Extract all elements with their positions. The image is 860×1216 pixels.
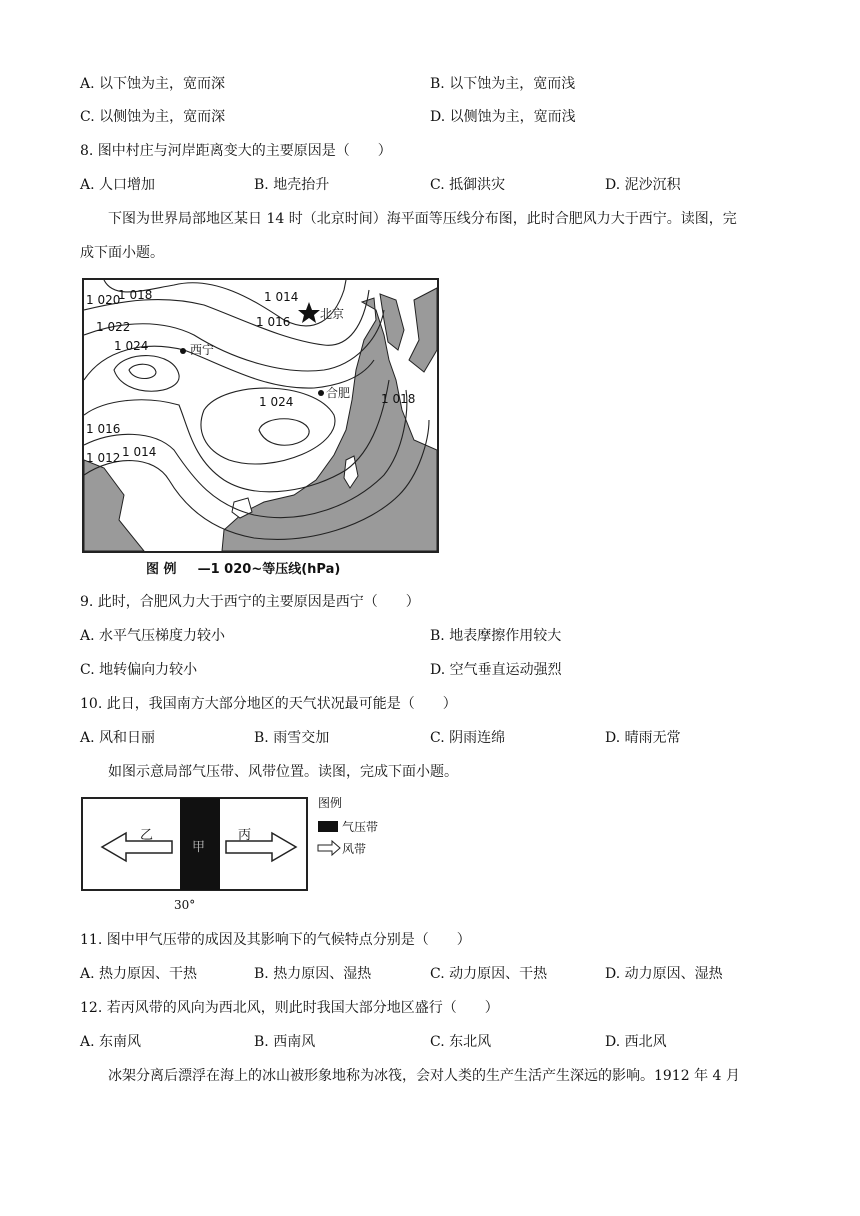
q12-option-c: C. 东北风 — [430, 1034, 492, 1050]
q12-option-b: B. 西南风 — [254, 1034, 316, 1050]
label-yi: 乙 — [140, 828, 154, 843]
label-1014b: 1 014 — [122, 445, 157, 459]
intro3-line1: 冰架分离后漂浮在海上的冰山被形象地称为冰筏，会对人类的生产生活产生深远的影响。1912 年 4 月 — [108, 1068, 740, 1084]
q9-option-c: C. 地转偏向力较小 — [80, 662, 198, 678]
intro1-line2: 成下面小题。 — [80, 245, 164, 261]
q11-option-b: B. 热力原因、湿热 — [254, 966, 372, 982]
q10-option-c: C. 阴雨连绵 — [430, 730, 506, 746]
q10-option-b: B. 雨雪交加 — [254, 730, 330, 746]
label-jia: 甲 — [192, 840, 206, 855]
label-bing: 丙 — [238, 828, 252, 843]
q8-option-a: A. 人口增加 — [80, 177, 156, 193]
q9-option-d: D. 空气垂直运动强烈 — [430, 662, 562, 678]
isobar-map — [82, 278, 439, 553]
southwest-land — [84, 460, 144, 551]
q12-option-d: D. 西北风 — [605, 1034, 667, 1050]
q12-option-a: A. 东南风 — [80, 1034, 142, 1050]
q11-stem: 11. 图中甲气压带的成因及其影响下的气候特点分别是（ ） — [80, 932, 471, 948]
legend-belt-title: 图例 — [318, 796, 343, 810]
map-legend: 图 例 —1 020~等压线(hPa) — [146, 562, 341, 577]
isobar-map-svg — [84, 280, 437, 551]
belt-figure — [80, 795, 400, 915]
q11-option-a: A. 热力原因、干热 — [80, 966, 198, 982]
legend-line-icon: — — [197, 562, 211, 577]
label-1024a: 1 024 — [114, 339, 149, 353]
hefei-dot — [318, 390, 324, 396]
label-1022: 1 022 — [96, 320, 131, 334]
q8-option-d: D. 泥沙沉积 — [605, 177, 681, 193]
q9-stem: 9. 此时，合肥风力大于西宁的主要原因是西宁（ ） — [80, 594, 420, 610]
label-1024b: 1 024 — [259, 395, 294, 409]
q8-option-c: C. 抵御洪灾 — [430, 177, 506, 193]
label-1018a: 1 018 — [118, 288, 153, 302]
q10-option-a: A. 风和日丽 — [80, 730, 156, 746]
q12-stem: 12. 若丙风带的风向为西北风，则此时我国大部分地区盛行（ ） — [80, 1000, 499, 1016]
intro1-line1: 下图为世界局部地区某日 14 时（北京时间）海平面等压线分布图，此时合肥风力大于西宁。读图，完 — [108, 211, 737, 227]
label-beijing: 北京 — [320, 307, 345, 321]
legend-sample: 1 020 — [210, 562, 252, 577]
xining-dot — [180, 348, 186, 354]
q10-option-d: D. 晴雨无常 — [605, 730, 681, 746]
label-lat: 30° — [174, 898, 196, 912]
q7-option-a: A. 以下蚀为主，宽而深 — [80, 76, 226, 92]
label-hefei: 合肥 — [326, 386, 351, 400]
label-1016a: 1 016 — [256, 315, 291, 329]
high-center-west-inner — [129, 364, 156, 378]
q9-option-b: B. 地表摩擦作用较大 — [430, 628, 562, 644]
label-1012: 1 012 — [86, 451, 121, 465]
label-1018b: 1 018 — [381, 392, 416, 406]
high-center-east-inner — [259, 419, 309, 445]
q9-option-a: A. 水平气压梯度力较小 — [80, 628, 226, 644]
label-xining: 西宁 — [190, 343, 215, 357]
legend-pressure-swatch — [318, 821, 338, 832]
japan-land — [409, 288, 437, 372]
legend-belt-pressure: 气压带 — [342, 820, 379, 834]
belt-figure-svg — [80, 795, 400, 915]
q8-option-b: B. 地壳抬升 — [254, 177, 330, 193]
legend-belt-wind: 风带 — [342, 842, 367, 856]
q7-option-b: B. 以下蚀为主，宽而浅 — [430, 76, 576, 92]
high-center-west — [114, 356, 179, 392]
label-1016b: 1 016 — [86, 422, 121, 436]
label-1020: 1 020 — [86, 293, 121, 307]
legend-title: 图 例 — [146, 562, 177, 577]
q7-option-d: D. 以侧蚀为主，宽而浅 — [430, 109, 576, 125]
intro2-line1: 如图示意局部气压带、风带位置。读图，完成下面小题。 — [108, 764, 458, 780]
q8-stem: 8. 图中村庄与河岸距离变大的主要原因是（ ） — [80, 143, 392, 159]
q11-option-c: C. 动力原因、干热 — [430, 966, 548, 982]
label-1014a: 1 014 — [264, 290, 299, 304]
legend-wind-arrow-icon — [318, 841, 340, 855]
q11-option-d: D. 动力原因、湿热 — [605, 966, 723, 982]
legend-desc: 等压线(hPa) — [262, 562, 341, 577]
q10-stem: 10. 此日，我国南方大部分地区的天气状况最可能是（ ） — [80, 696, 457, 712]
q7-option-c: C. 以侧蚀为主，宽而深 — [80, 109, 226, 125]
isobar-1 — [104, 280, 346, 326]
beijing-star-icon — [298, 302, 320, 323]
